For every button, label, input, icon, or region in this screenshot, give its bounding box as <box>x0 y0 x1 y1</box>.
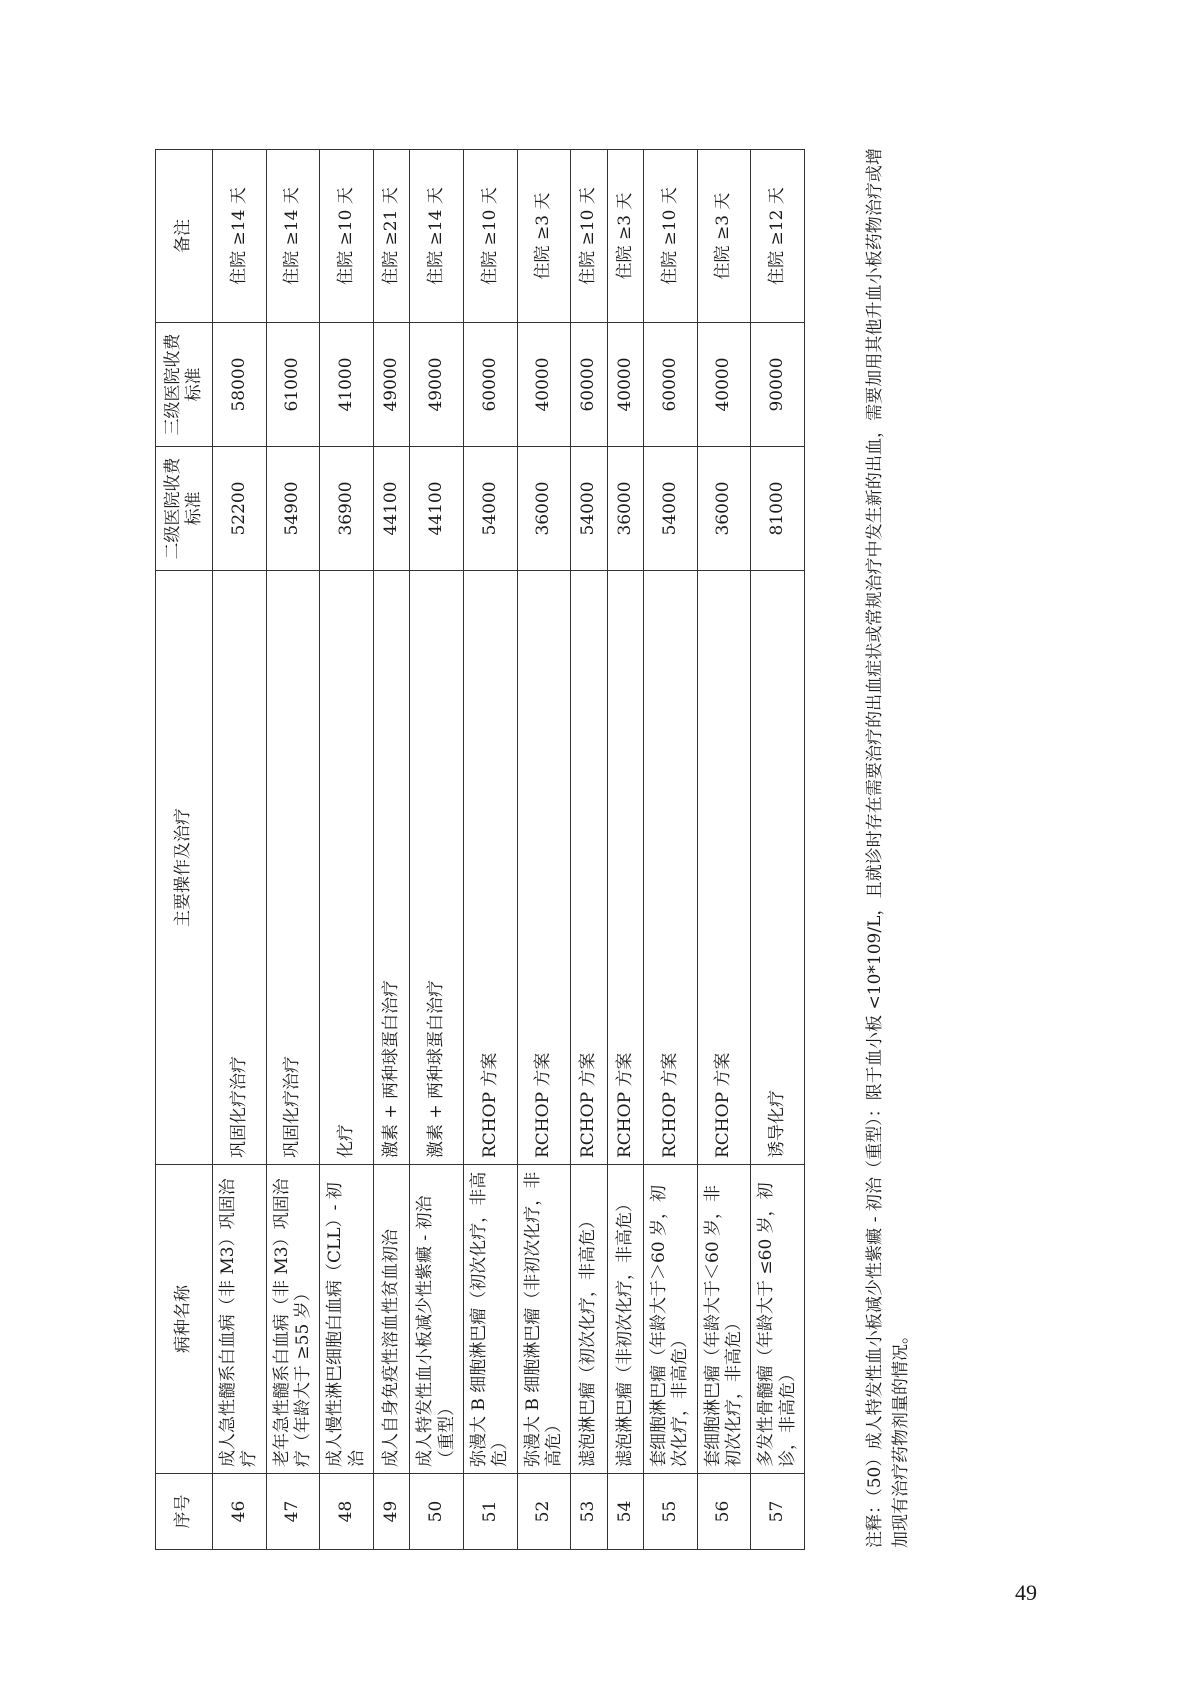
cell-fee-tertiary: 60000 <box>463 323 517 447</box>
cell-remark: 住院 ≥14 天 <box>410 150 464 323</box>
cell-disease-name: 成人特发性血小板减少性紫癜 - 初治（重型） <box>410 1165 464 1474</box>
header-fee-secondary: 二级医院收费标准 <box>156 447 213 571</box>
header-disease-name: 病种名称 <box>156 1165 213 1474</box>
cell-fee-secondary: 36000 <box>607 447 643 571</box>
cell-remark: 住院 ≥21 天 <box>373 150 409 323</box>
cell-fee-tertiary: 40000 <box>607 323 643 447</box>
cell-disease-name: 弥漫大 B 细胞淋巴瘤（初次化疗，非高危） <box>463 1165 517 1474</box>
cell-remark: 住院 ≥10 天 <box>320 150 374 323</box>
table-row <box>373 150 409 1550</box>
cell-disease-name: 弥漫大 B 细胞淋巴瘤（非初次化疗，非高危） <box>517 1165 571 1474</box>
cell-remark: 住院 ≥12 天 <box>751 150 805 323</box>
table-header-row <box>156 150 213 1550</box>
cell-fee-secondary: 44100 <box>373 447 409 571</box>
cell-fee-tertiary: 60000 <box>571 323 607 447</box>
cell-fee-tertiary: 61000 <box>266 323 320 447</box>
cell-fee-tertiary: 90000 <box>751 323 805 447</box>
cell-remark: 住院 ≥10 天 <box>571 150 607 323</box>
cell-no: 56 <box>697 1474 751 1550</box>
cell-fee-tertiary: 49000 <box>373 323 409 447</box>
cell-no: 46 <box>213 1474 267 1550</box>
cell-no: 48 <box>320 1474 374 1550</box>
cell-remark: 住院 ≥14 天 <box>213 150 267 323</box>
cell-fee-tertiary: 40000 <box>517 323 571 447</box>
cell-no: 47 <box>266 1474 320 1550</box>
cell-fee-secondary: 44100 <box>410 447 464 571</box>
cell-disease-name: 成人急性髓系白血病（非 M3）巩固治疗 <box>213 1165 267 1474</box>
cell-remark: 住院 ≥3 天 <box>607 150 643 323</box>
header-treatment: 主要操作及治疗 <box>156 571 213 1165</box>
cell-remark: 住院 ≥10 天 <box>463 150 517 323</box>
cell-fee-tertiary: 60000 <box>644 323 698 447</box>
cell-fee-tertiary: 49000 <box>410 323 464 447</box>
table-row <box>213 150 267 1550</box>
cell-no: 54 <box>607 1474 643 1550</box>
cell-treatment: RCHOP 方案 <box>517 571 571 1165</box>
cell-no: 57 <box>751 1474 805 1550</box>
cell-treatment: 巩固化疗治疗 <box>213 571 267 1165</box>
table-row <box>463 150 517 1550</box>
cell-fee-secondary: 54900 <box>266 447 320 571</box>
cell-remark: 住院 ≥3 天 <box>517 150 571 323</box>
table-row <box>266 150 320 1550</box>
cell-treatment: RCHOP 方案 <box>571 571 607 1165</box>
cell-remark: 住院 ≥14 天 <box>266 150 320 323</box>
header-remark: 备注 <box>156 150 213 323</box>
cell-remark: 住院 ≥10 天 <box>644 150 698 323</box>
cell-disease-name: 成人自身免疫性溶血性贫血初治 <box>373 1165 409 1474</box>
rotated-table-container <box>155 150 805 1550</box>
cell-disease-name: 成人慢性淋巴细胞白血病（CLL）- 初治 <box>320 1165 374 1474</box>
cell-fee-secondary: 36000 <box>517 447 571 571</box>
cell-disease-name: 套细胞淋巴瘤（年龄大于＜60 岁，非初次化疗，非高危） <box>697 1165 751 1474</box>
cell-no: 51 <box>463 1474 517 1550</box>
cell-fee-secondary: 36900 <box>320 447 374 571</box>
table-row <box>607 150 643 1550</box>
cell-treatment: RCHOP 方案 <box>697 571 751 1165</box>
footnote: 注释：（50）成人特发性血小板减少性紫癜 - 初治（重型）：限于血小板 <10*109/L，且就诊时存在需要治疗的出血症状或常规治疗中发生新的出血，需要加用其他升血小板药物治疗或增加现有治疗药物剂量的情况。 <box>865 148 911 1548</box>
cell-fee-secondary: 52200 <box>213 447 267 571</box>
cell-disease-name: 滤泡淋巴瘤（初次化疗，非高危） <box>571 1165 607 1474</box>
cell-no: 53 <box>571 1474 607 1550</box>
cell-no: 50 <box>410 1474 464 1550</box>
cell-disease-name: 套细胞淋巴瘤（年龄大于＞60 岁，初次化疗，非高危） <box>644 1165 698 1474</box>
cell-remark: 住院 ≥3 天 <box>697 150 751 323</box>
cell-no: 55 <box>644 1474 698 1550</box>
cell-treatment: RCHOP 方案 <box>463 571 517 1165</box>
cell-treatment: 激素 + 两种球蛋白治疗 <box>373 571 409 1165</box>
cell-fee-tertiary: 41000 <box>320 323 374 447</box>
cell-fee-secondary: 81000 <box>751 447 805 571</box>
table-row <box>697 150 751 1550</box>
cell-disease-name: 多发性骨髓瘤（年龄大于 ≤60 岁，初诊，非高危） <box>751 1165 805 1474</box>
header-no: 序号 <box>156 1474 213 1550</box>
cell-fee-secondary: 54000 <box>571 447 607 571</box>
cell-treatment: 诱导化疗 <box>751 571 805 1165</box>
table-row <box>517 150 571 1550</box>
cell-disease-name: 老年急性髓系白血病（非 M3）巩固治疗（年龄大于 ≥55 岁） <box>266 1165 320 1474</box>
table-row <box>751 150 805 1550</box>
header-fee-tertiary: 三级医院收费标准 <box>156 323 213 447</box>
table-row <box>644 150 698 1550</box>
cell-treatment: RCHOP 方案 <box>644 571 698 1165</box>
cell-no: 49 <box>373 1474 409 1550</box>
fee-table <box>155 149 805 1550</box>
table-row <box>571 150 607 1550</box>
cell-treatment: 化疗 <box>320 571 374 1165</box>
cell-fee-secondary: 36000 <box>697 447 751 571</box>
cell-no: 52 <box>517 1474 571 1550</box>
cell-fee-secondary: 54000 <box>644 447 698 571</box>
table-row <box>320 150 374 1550</box>
table-row <box>410 150 464 1550</box>
cell-treatment: 激素 + 两种球蛋白治疗 <box>410 571 464 1165</box>
cell-disease-name: 滤泡淋巴瘤（非初次化疗，非高危） <box>607 1165 643 1474</box>
cell-treatment: RCHOP 方案 <box>607 571 643 1165</box>
cell-fee-tertiary: 58000 <box>213 323 267 447</box>
page-number: 49 <box>1015 1580 1037 1605</box>
cell-fee-tertiary: 40000 <box>697 323 751 447</box>
cell-treatment: 巩固化疗治疗 <box>266 571 320 1165</box>
cell-fee-secondary: 54000 <box>463 447 517 571</box>
